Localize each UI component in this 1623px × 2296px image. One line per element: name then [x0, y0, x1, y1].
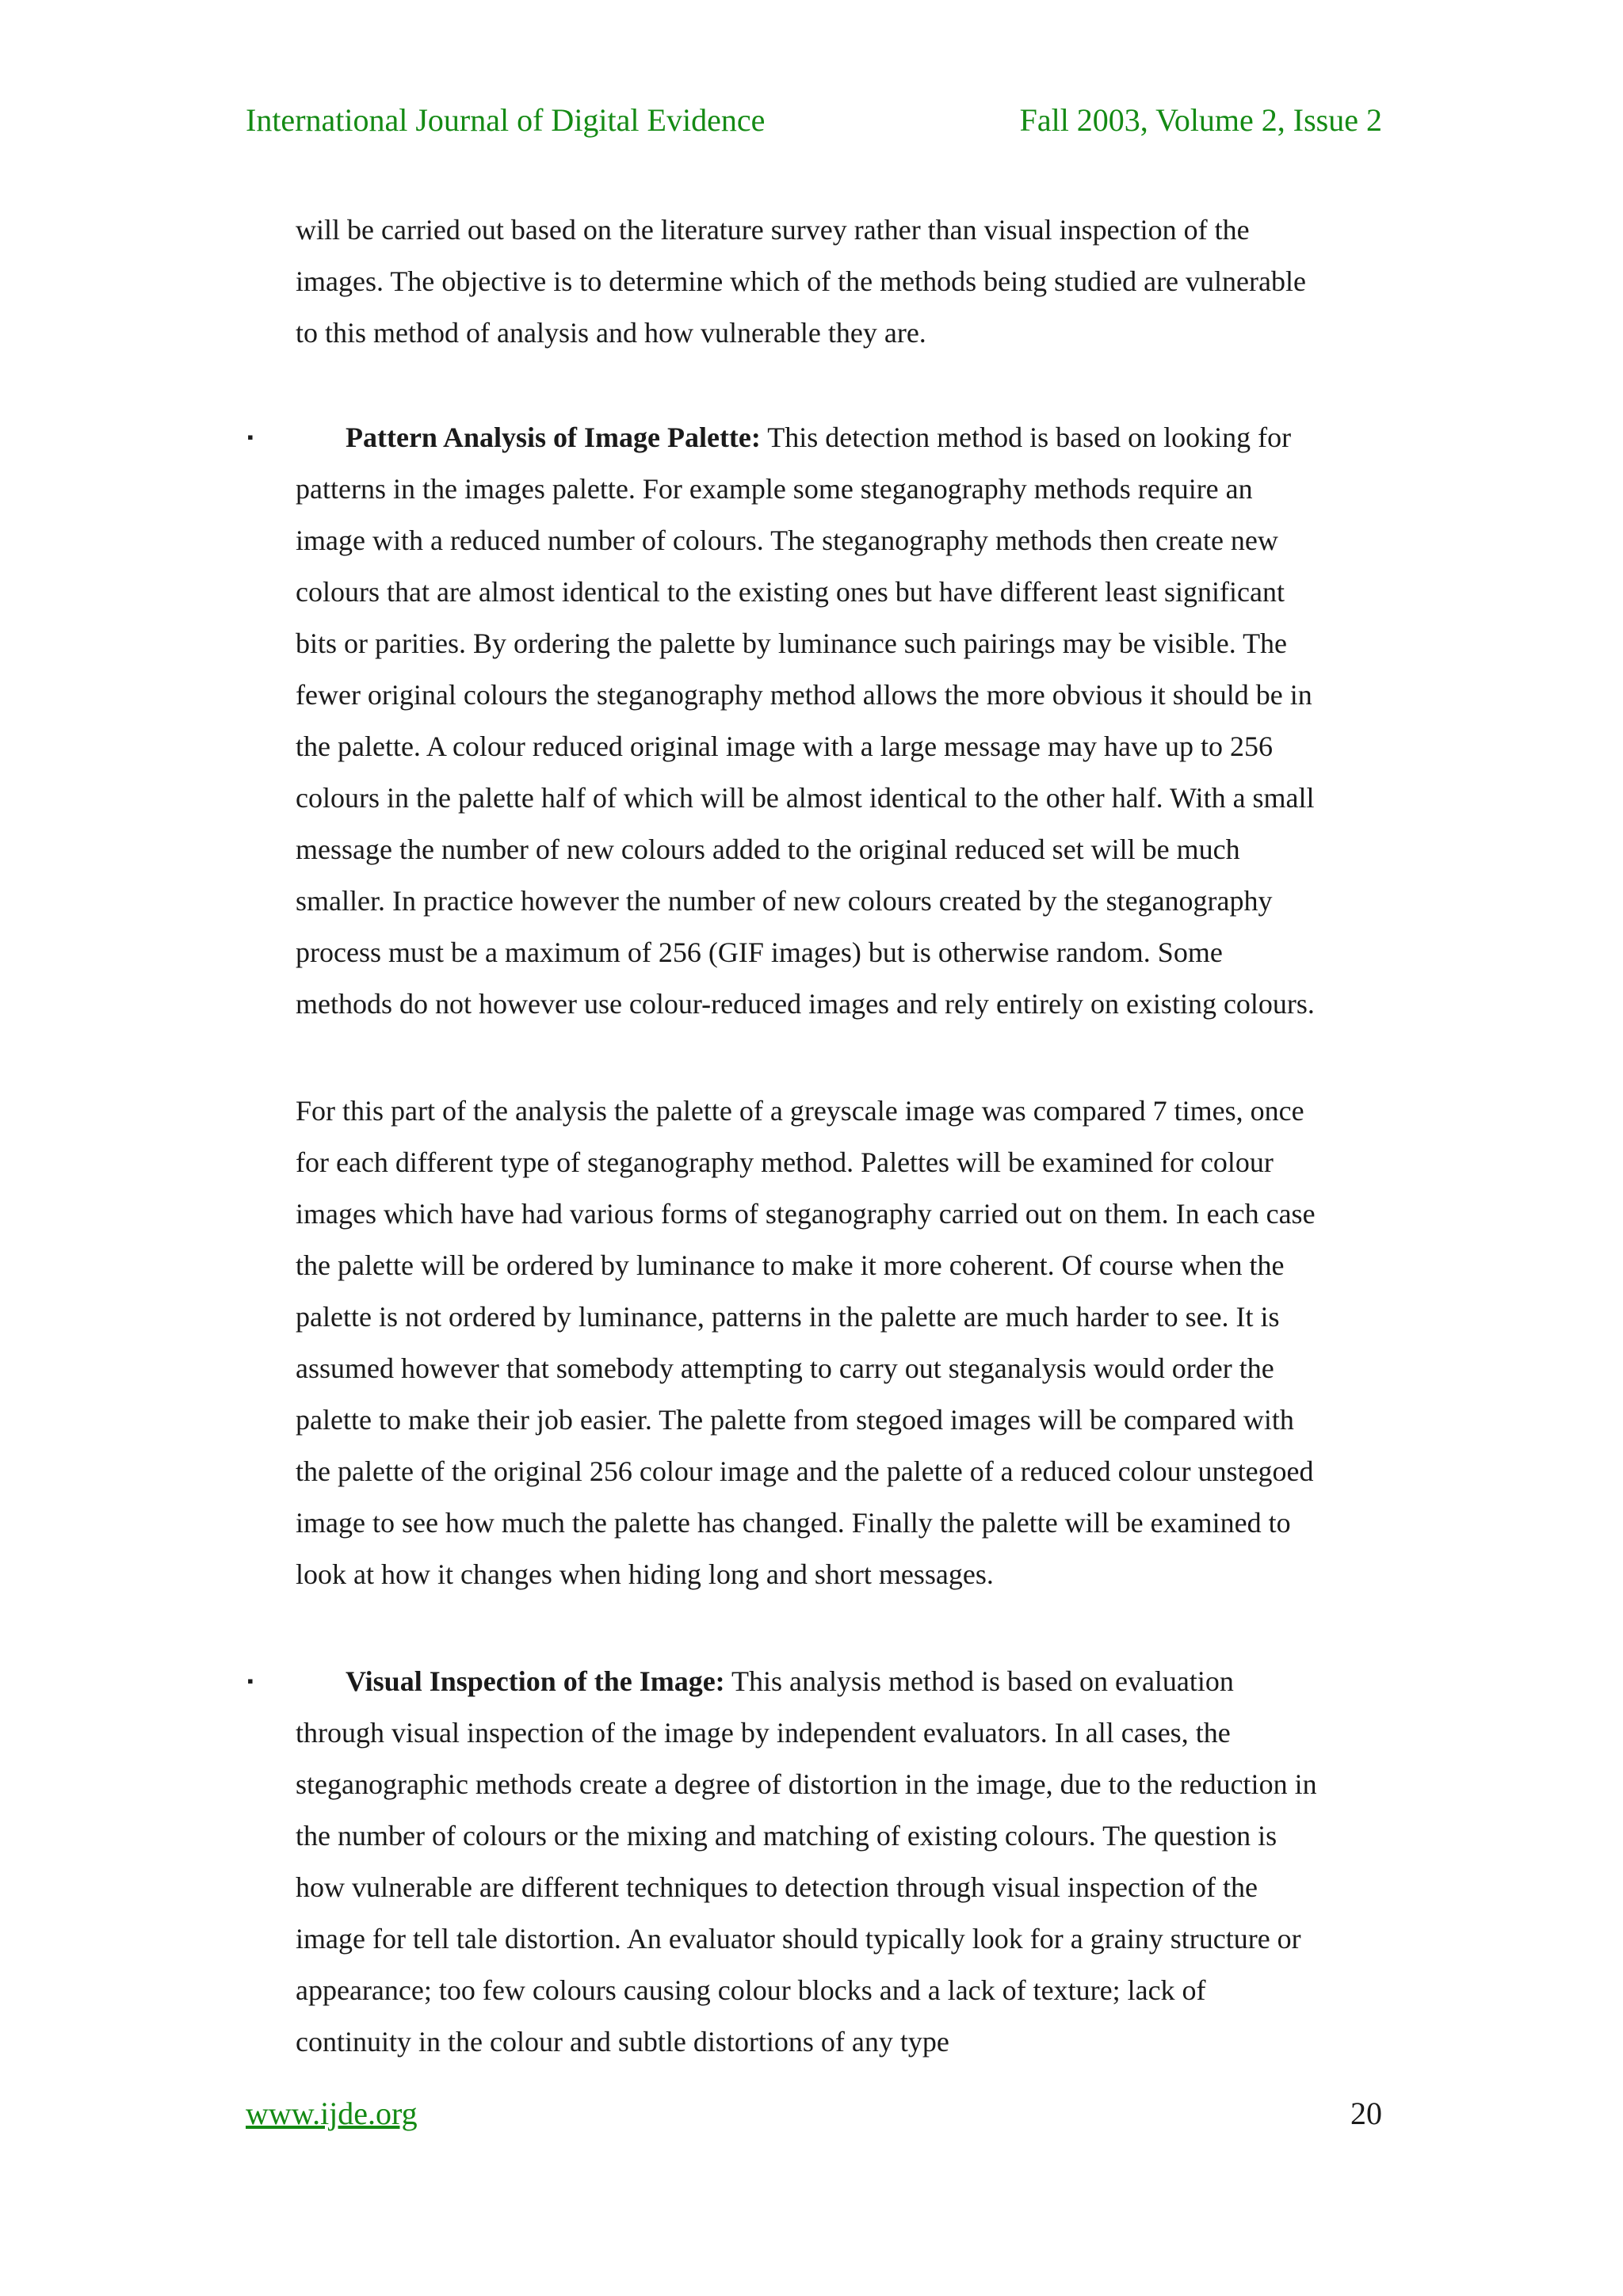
palette-line: images which have had various forms of steganography carried out on them. In each case: [296, 1198, 1316, 1230]
pattern-line: bits or parities. By ordering the palette by luminance such pairings may be visible. The: [296, 627, 1288, 659]
bullet-icon: ▪: [247, 427, 254, 447]
visual-line: steganographic methods create a degree of distortion in the image, due to the reduction in: [296, 1768, 1317, 1800]
visual-line: image for tell tale distortion. An evaluator should typically look for a grainy structure or: [296, 1923, 1301, 1955]
pattern-line: colours in the palette half of which will be almost identical to the other half. With a small: [296, 782, 1315, 814]
pattern-line: methods do not however use colour-reduced images and rely entirely on existing colours.: [296, 988, 1315, 1020]
visual-inspection-heading: Visual Inspection of the Image:: [346, 1665, 725, 1697]
issue-info: Fall 2003, Volume 2, Issue 2: [1019, 102, 1382, 138]
palette-line: image to see how much the palette has changed. Finally the palette will be examined to: [296, 1507, 1291, 1539]
pattern-line: image with a reduced number of colours. The steganography methods then create new: [296, 524, 1278, 556]
visual-line: how vulnerable are different techniques to detection through visual inspection of the: [296, 1871, 1258, 1903]
pattern-line: colours that are almost identical to the existing ones but have different least significant: [296, 576, 1285, 608]
intro-line: to this method of analysis and how vulnerable they are.: [296, 317, 926, 349]
pattern-line: patterns in the images palette. For example some steganography methods require an: [296, 473, 1253, 505]
pattern-analysis-heading: Pattern Analysis of Image Palette:: [346, 421, 761, 453]
intro-line: will be carried out based on the literature survey rather than visual inspection of the: [296, 214, 1250, 246]
website-link[interactable]: www.ijde.org: [246, 2096, 418, 2131]
bullet-icon: ▪: [247, 1671, 254, 1691]
pattern-analysis-first-line: [346, 418, 1291, 456]
palette-line: For this part of the analysis the palette of a greyscale image was compared 7 times, once: [296, 1095, 1304, 1127]
pattern-analysis-lead: This detection method is based on looking for: [760, 421, 1292, 453]
pattern-line: message the number of new colours added to the original reduced set will be much: [296, 833, 1240, 865]
palette-line: the palette of the original 256 colour image and the palette of a reduced colour unstegoed: [296, 1455, 1314, 1487]
palette-line: palette is not ordered by luminance, patterns in the palette are much harder to see. It is: [296, 1301, 1280, 1333]
journal-title: International Journal of Digital Evidence: [246, 102, 766, 138]
intro-line: images. The objective is to determine which of the methods being studied are vulnerable: [296, 265, 1306, 297]
visual-line: appearance; too few colours causing colour blocks and a lack of texture; lack of: [296, 1974, 1206, 2006]
palette-line: look at how it changes when hiding long and short messages.: [296, 1558, 994, 1590]
page-number: 20: [1350, 2096, 1382, 2131]
visual-line: continuity in the colour and subtle distortions of any type: [296, 2026, 949, 2058]
visual-line: the number of colours or the mixing and matching of existing colours. The question is: [296, 1820, 1277, 1852]
palette-line: palette to make their job easier. The palette from stegoed images will be compared with: [296, 1404, 1294, 1436]
visual-line: through visual inspection of the image by independent evaluators. In all cases, the: [296, 1717, 1231, 1749]
palette-line: the palette will be ordered by luminance to make it more coherent. Of course when the: [296, 1249, 1285, 1281]
palette-line: for each different type of steganography method. Palettes will be examined for colour: [296, 1146, 1274, 1178]
pattern-line: process must be a maximum of 256 (GIF images) but is otherwise random. Some: [296, 936, 1223, 968]
running-header: [246, 98, 1382, 143]
visual-inspection-first-line: [346, 1662, 1234, 1700]
visual-inspection-lead: This analysis method is based on evaluation: [724, 1665, 1234, 1697]
pattern-line: fewer original colours the steganography method allows the more obvious it should be in: [296, 679, 1312, 711]
palette-line: assumed however that somebody attempting to carry out steganalysis would order the: [296, 1352, 1274, 1384]
pattern-line: the palette. A colour reduced original image with a large message may have up to 256: [296, 730, 1273, 762]
pattern-line: smaller. In practice however the number of new colours created by the steganography: [296, 885, 1273, 917]
